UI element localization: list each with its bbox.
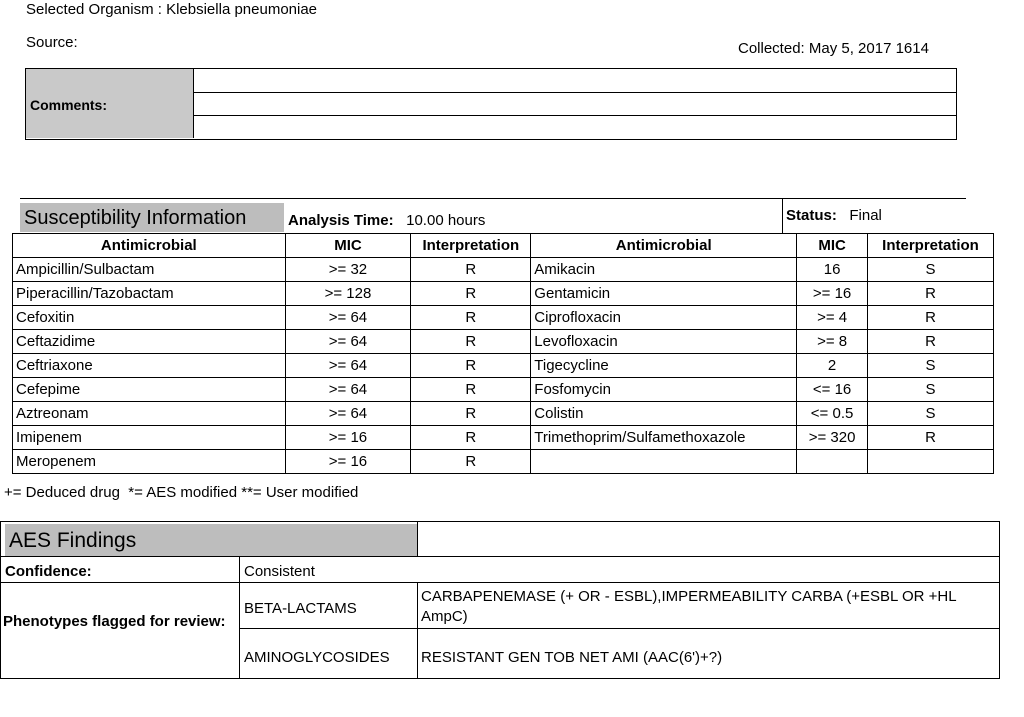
drug-name: Levofloxacin <box>531 330 797 354</box>
drug-name: Amikacin <box>531 258 797 282</box>
divider <box>417 522 418 556</box>
mic-value: >= 64 <box>285 378 411 402</box>
interpretation-value: R <box>868 330 994 354</box>
collected-value: May 5, 2017 1614 <box>808 40 929 57</box>
interpretation-value: R <box>411 282 531 306</box>
phenotype-finding: CARBAPENEMASE (+ OR - ESBL),IMPERMEABILITY CARBA (+ESBL OR +HL AmpC) <box>421 588 957 625</box>
mic-value: >= 64 <box>285 402 411 426</box>
col-mic: MIC <box>285 234 411 258</box>
drug-name: Piperacillin/Tazobactam <box>13 282 286 306</box>
status-value: Final <box>849 207 882 224</box>
divider <box>417 582 418 678</box>
table-row <box>13 354 994 378</box>
legend-note: += Deduced drug *= AES modified **= User modified <box>4 484 359 501</box>
interpretation-value <box>868 450 994 474</box>
source-label: Source: <box>26 34 78 51</box>
confidence-value: Consistent <box>244 563 315 580</box>
col-antimicrobial: Antimicrobial <box>531 234 797 258</box>
status <box>786 207 882 224</box>
comment-line <box>194 115 956 116</box>
collected <box>738 40 929 57</box>
col-mic: MIC <box>797 234 868 258</box>
drug-name: Imipenem <box>13 426 286 450</box>
interpretation-value: R <box>411 402 531 426</box>
mic-value: <= 16 <box>797 378 868 402</box>
table-row <box>13 378 994 402</box>
interpretation-value: R <box>411 330 531 354</box>
table-header-row <box>13 234 994 258</box>
susceptibility-table <box>12 233 994 474</box>
drug-name: Fosfomycin <box>531 378 797 402</box>
drug-name: Ciprofloxacin <box>531 306 797 330</box>
confidence-label: Confidence: <box>5 563 92 580</box>
phenotypes-label: Phenotypes flagged for review: <box>3 613 226 630</box>
organism-label: Selected Organism : <box>26 1 162 18</box>
drug-name: Ceftazidime <box>13 330 286 354</box>
analysis-time <box>288 212 485 229</box>
interpretation-value: S <box>868 354 994 378</box>
comments-label: Comments: <box>26 69 194 138</box>
mic-value: >= 16 <box>285 450 411 474</box>
phenotype-class: BETA-LACTAMS <box>244 600 357 617</box>
section-rule <box>20 198 966 199</box>
drug-name: Aztreonam <box>13 402 286 426</box>
analysis-time-value: 10.00 hours <box>406 212 486 229</box>
table-row <box>13 258 994 282</box>
phenotype-finding: RESISTANT GEN TOB NET AMI (AAC(6')+?) <box>421 649 723 666</box>
divider <box>782 199 783 233</box>
drug-name: Meropenem <box>13 450 286 474</box>
organism-value: Klebsiella pneumoniae <box>166 1 318 18</box>
interpretation-value: R <box>868 426 994 450</box>
status-label: Status: <box>786 207 837 224</box>
mic-value: >= 32 <box>285 258 411 282</box>
row-rule <box>1 582 999 583</box>
table-row <box>13 306 994 330</box>
mic-value: >= 8 <box>797 330 868 354</box>
interpretation-value: R <box>411 450 531 474</box>
analysis-time-label: Analysis Time: <box>288 212 394 229</box>
mic-value: >= 64 <box>285 330 411 354</box>
selected-organism <box>26 1 317 18</box>
interpretation-value: S <box>868 378 994 402</box>
interpretation-value: S <box>868 402 994 426</box>
interpretation-value: R <box>868 282 994 306</box>
mic-value: >= 16 <box>285 426 411 450</box>
collected-label: Collected: <box>738 40 805 57</box>
drug-name: Trimethoprim/Sulfamethoxazole <box>531 426 797 450</box>
table-row <box>13 282 994 306</box>
mic-value: <= 0.5 <box>797 402 868 426</box>
mic-value: >= 64 <box>285 306 411 330</box>
table-row <box>13 450 994 474</box>
col-interpretation: Interpretation <box>868 234 994 258</box>
row-rule <box>1 556 999 557</box>
interpretation-value: R <box>411 258 531 282</box>
mic-value: >= 64 <box>285 354 411 378</box>
drug-name: Ceftriaxone <box>13 354 286 378</box>
drug-name: Ampicillin/Sulbactam <box>13 258 286 282</box>
table-row <box>13 330 994 354</box>
drug-name: Cefepime <box>13 378 286 402</box>
mic-value: >= 4 <box>797 306 868 330</box>
table-row <box>13 402 994 426</box>
interpretation-value: S <box>868 258 994 282</box>
col-interpretation: Interpretation <box>411 234 531 258</box>
col-antimicrobial: Antimicrobial <box>13 234 286 258</box>
interpretation-value: R <box>411 306 531 330</box>
row-rule <box>239 628 999 629</box>
interpretation-value: R <box>411 426 531 450</box>
phenotype-class: AMINOGLYCOSIDES <box>244 649 390 666</box>
drug-name: Tigecycline <box>531 354 797 378</box>
aes-findings-box <box>0 521 1000 679</box>
mic-value: 2 <box>797 354 868 378</box>
mic-value: 16 <box>797 258 868 282</box>
mic-value: >= 16 <box>797 282 868 306</box>
table-row <box>13 426 994 450</box>
mic-value: >= 320 <box>797 426 868 450</box>
susceptibility-title: Susceptibility Information <box>20 203 284 232</box>
interpretation-value: R <box>411 378 531 402</box>
mic-value: >= 128 <box>285 282 411 306</box>
mic-value <box>797 450 868 474</box>
drug-name: Cefoxitin <box>13 306 286 330</box>
drug-name: Colistin <box>531 402 797 426</box>
divider <box>239 556 240 678</box>
aes-title: AES Findings <box>5 524 417 556</box>
interpretation-value: R <box>868 306 994 330</box>
comment-line <box>194 92 956 93</box>
drug-name <box>531 450 797 474</box>
drug-name: Gentamicin <box>531 282 797 306</box>
comments-box <box>25 68 957 140</box>
interpretation-value: R <box>411 354 531 378</box>
